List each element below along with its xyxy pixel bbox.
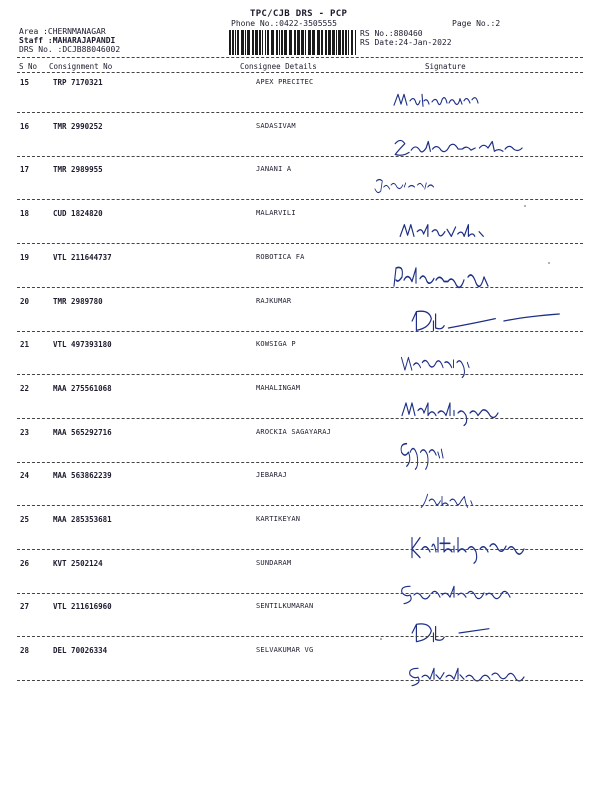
row-consignee: JANANI A	[256, 165, 292, 173]
row-divider	[17, 199, 583, 200]
row-divider	[17, 243, 583, 244]
row-sno: 18	[20, 209, 30, 218]
rs-date: RS Date:24-Jan-2022	[360, 38, 452, 47]
row-consignment-no: VTL 497393180	[53, 340, 112, 349]
row-sno: 21	[20, 340, 30, 349]
row-sno: 22	[20, 384, 30, 393]
row-divider	[17, 287, 583, 288]
row-consignee: SADASIVAM	[256, 122, 296, 130]
handwritten-signature	[398, 350, 528, 380]
col-header-consignee: Consignee Details	[240, 62, 317, 71]
row-divider	[17, 112, 583, 113]
row-sno: 28	[20, 646, 30, 655]
row-consignment-no: TRP 7170321	[53, 78, 103, 87]
handwritten-signature	[400, 398, 550, 428]
row-sno: 15	[20, 78, 30, 87]
row-consignment-no: MAA 275561068	[53, 384, 112, 393]
row-divider	[17, 680, 583, 681]
row-consignment-no: VTL 211616960	[53, 602, 112, 611]
col-header-signature: Signature	[425, 62, 466, 71]
row-consignee: ROBOTICA FA	[256, 253, 305, 261]
handwritten-signature	[398, 582, 548, 608]
handwritten-signature	[410, 620, 570, 646]
row-consignee: APEX PRECITEC	[256, 78, 314, 86]
row-consignee: MALARVILI	[256, 209, 296, 217]
rs-number: RS No.:880460	[360, 29, 423, 38]
row-divider	[17, 636, 583, 637]
handwritten-signature	[392, 135, 552, 161]
row-consignment-no: MAA 563862239	[53, 471, 112, 480]
row-sno: 16	[20, 122, 30, 131]
row-consignee: SELVAKUMAR VG	[256, 646, 314, 654]
row-divider	[17, 374, 583, 375]
phone-number: Phone No.:0422-3505555	[231, 19, 337, 28]
sheet-title: TPC/CJB DRS - PCP	[250, 9, 348, 19]
row-consignment-no: KVT 2502124	[53, 559, 103, 568]
row-divider	[17, 549, 583, 550]
header-divider-top	[17, 57, 583, 58]
row-divider	[17, 331, 583, 332]
row-consignment-no: DEL 70026334	[53, 646, 108, 655]
area-label: Area :CHERNMANAGAR	[19, 27, 106, 36]
row-consignee: AROCKIA SAGAYARAJ	[256, 428, 332, 436]
row-divider	[17, 462, 583, 463]
row-divider	[17, 156, 583, 157]
scan-speck	[524, 205, 526, 207]
handwritten-signature	[390, 262, 540, 298]
page-number: Page No.:2	[452, 19, 501, 28]
col-header-sno: S No	[19, 62, 38, 71]
row-consignment-no: VTL 211644737	[53, 253, 112, 262]
staff-label: Staff :MAHARAJAPANDI	[19, 36, 116, 45]
row-sno: 26	[20, 559, 30, 568]
row-consignee: KOWSIGA P	[256, 340, 296, 348]
row-divider	[17, 593, 583, 594]
row-sno: 24	[20, 471, 30, 480]
row-consignee: RAJKUMAR	[256, 297, 292, 305]
drs-number: DRS No. :DCJB88046002	[19, 45, 121, 54]
row-sno: 19	[20, 253, 30, 262]
handwritten-signature	[372, 175, 482, 199]
row-consignment-no: MAA 285353681	[53, 515, 112, 524]
row-consignee: JEBARAJ	[256, 471, 287, 479]
handwritten-signature	[398, 438, 528, 472]
scan-speck	[548, 262, 550, 264]
row-sno: 23	[20, 428, 30, 437]
header-divider-bottom	[17, 72, 583, 73]
row-consignment-no: TMR 2990252	[53, 122, 103, 131]
row-consignment-no: CUD 1824820	[53, 209, 103, 218]
barcode	[229, 30, 357, 55]
row-consignee: KARTIKEYAN	[256, 515, 301, 523]
row-consignee: SENTILKUMARAN	[256, 602, 314, 610]
row-consignee: SUNDARAM	[256, 559, 292, 567]
row-consignment-no: MAA 565292716	[53, 428, 112, 437]
row-divider	[17, 505, 583, 506]
row-divider	[17, 418, 583, 419]
row-consignment-no: TMR 2989780	[53, 297, 103, 306]
row-sno: 27	[20, 602, 30, 611]
handwritten-signature	[406, 664, 556, 690]
row-sno: 20	[20, 297, 30, 306]
row-consignee: MAHALINGAM	[256, 384, 301, 392]
scan-speck	[380, 638, 382, 640]
row-sno: 25	[20, 515, 30, 524]
row-sno: 17	[20, 165, 30, 174]
handwritten-signature	[418, 490, 538, 516]
col-header-consignment: Consignment No	[49, 62, 113, 71]
row-consignment-no: TMR 2989955	[53, 165, 103, 174]
